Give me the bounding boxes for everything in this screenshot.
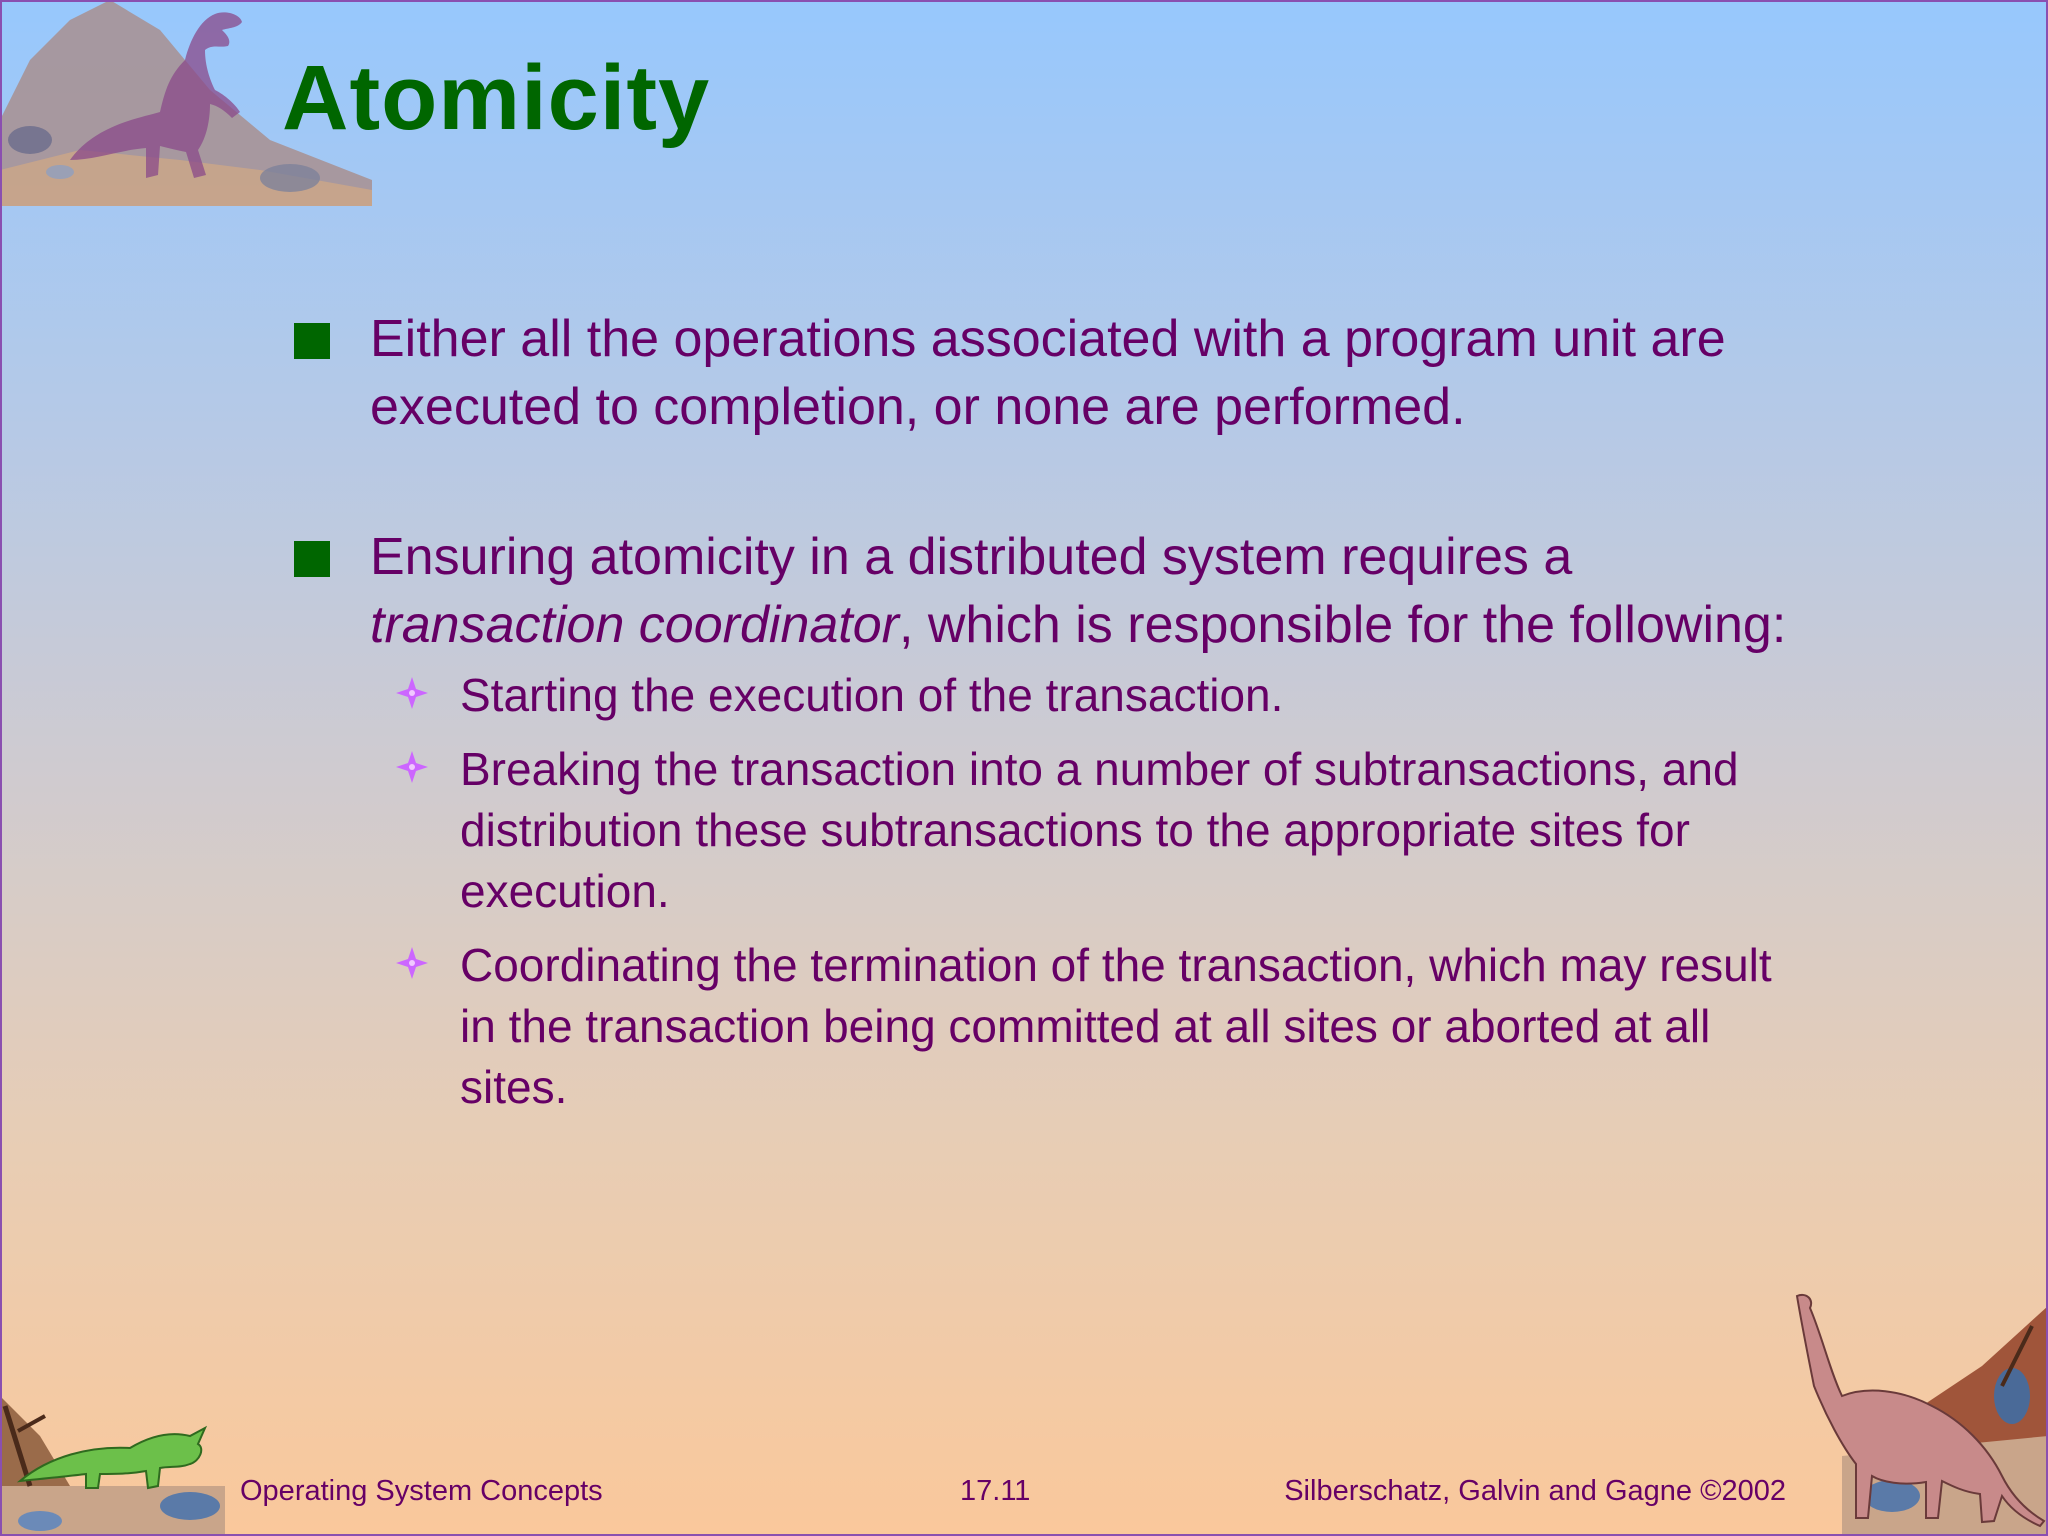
square-bullet-icon [294, 541, 330, 577]
sub-bullet-item [290, 935, 1810, 1118]
bullet-text-emphasis: transaction coordinator [370, 596, 899, 654]
sub-bullet-text: Starting the execution of the transaction. [460, 669, 1284, 721]
slide-title: Atomicity [282, 47, 711, 149]
brontosaurus-dinosaur-illustration [1782, 1286, 2048, 1536]
bullet-item-transaction-coordinator [290, 523, 1810, 659]
footer-page-number: 17.11 [960, 1475, 1031, 1507]
bullet-text: Either all the operations associated with a program unit are executed to completion, or none are performed. [370, 310, 1726, 436]
footer-copyright: Silberschatz, Galvin and Gagne ©2002 [1284, 1475, 1786, 1507]
bullet-text-prefix: Ensuring atomicity in a distributed system requires a [370, 528, 1573, 586]
sub-bullet-text: Breaking the transaction into a number of subtransactions, and distribution these subtransactions to the appropriate sites for execution. [460, 743, 1739, 917]
bullet-text-suffix: , which is responsible for the following: [898, 596, 1787, 654]
sub-bullet-item [290, 739, 1810, 922]
triceratops-dinosaur-illustration [0, 1336, 225, 1536]
footer-book-title: Operating System Concepts [240, 1475, 603, 1507]
bullet-item-atomicity-definition [290, 305, 1810, 441]
slide-content [290, 305, 1810, 1118]
square-bullet-icon [294, 323, 330, 359]
four-point-star-bullet-icon [396, 947, 428, 979]
four-point-star-bullet-icon [396, 751, 428, 783]
sub-bullet-item [290, 665, 1810, 726]
four-point-star-bullet-icon [396, 677, 428, 709]
sub-bullet-text: Coordinating the termination of the transaction, which may result in the transaction being committed at all sites or aborted at all sites. [460, 939, 1772, 1113]
